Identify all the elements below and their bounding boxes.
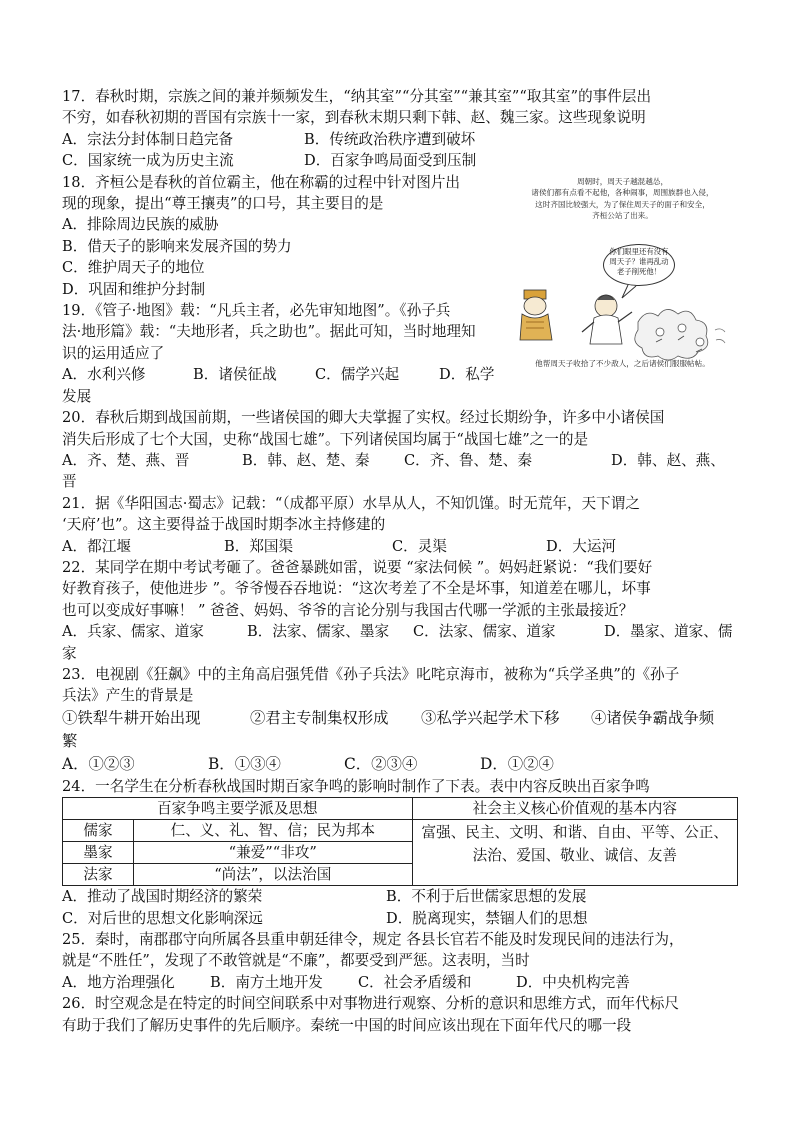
comic-caption-line: 诸侯们都有点看不起他，各种闹事，周围族群也入侵， — [531, 188, 714, 198]
table-cell-idea: 仁、义、礼、智、信；民为邦本 — [134, 820, 413, 842]
q23-option-a: A．①②③ — [62, 754, 135, 773]
question-21 — [62, 493, 738, 557]
q25-stem-line: 就是“不胜任”，发现了不敢管就是“不廉”，都要受到严惩。这表明，当时 — [62, 952, 530, 970]
table-cell-idea: “兼爱”“非攻” — [134, 842, 413, 864]
question-20 — [62, 407, 738, 493]
q19-stem-line: 19．《管子·地图》载：“凡兵主者，必先审知地图”。《孙子兵 — [62, 302, 451, 320]
q19-option-a: A．水利兴修 — [62, 366, 146, 384]
q21-option-d: D．大运河 — [546, 537, 617, 555]
q23-item-4-wrap: 繁 — [62, 731, 78, 750]
q22-stem-line: 好教育孩子，使他进步 ”。爷爷慢吞吞地说：“这次考差了不全是坏事，知道差在哪儿，坏事 — [62, 580, 651, 598]
q18-option-d: D．巩固和维护分封制 — [62, 280, 206, 298]
comic-caption-bottom: 他帮周天子收拾了不少敌人，之后诸侯们服服帖帖。 — [535, 358, 710, 368]
q23-item-1: ①铁犁牛耕开始出现 — [62, 708, 201, 727]
q24-option-a: A．推动了战国时期经济的繁荣 — [62, 888, 263, 906]
question-17 — [62, 86, 738, 172]
q18-option-a: A．排除周边民族的威胁 — [62, 216, 219, 234]
q22-option-a: A．兵家、儒家、道家 — [62, 623, 204, 641]
table-cell-idea: “尚法”，以法治国 — [134, 864, 413, 886]
q26-stem-line: 26．时空观念是在特定的时间空间联系中对事物进行观察、分析的意识和思维方式，而年代标尺 — [62, 995, 679, 1013]
table-row — [63, 820, 738, 842]
comic-caption-line: 齐桓公站了出来。 — [592, 211, 653, 221]
comic-caption-line: 这时齐国比较强大，为了保住周天子的面子和安全， — [535, 199, 710, 209]
q17-option-c: C．国家统一成为历史主流 — [62, 152, 234, 170]
q19-option-d: D．私学 — [439, 366, 495, 384]
q23-item-4: ④诸侯争霸战争频 — [591, 708, 715, 727]
q21-stem-line: 21．据《华阳国志·蜀志》记载：“（成都平原）水旱从人，不知饥馑。时无荒年，天下谓之 — [62, 494, 640, 512]
q21-option-c: C．灵渠 — [392, 537, 447, 555]
table-cell-school: 墨家 — [63, 842, 134, 864]
q20-option-c: C．齐、鲁、楚、秦 — [404, 451, 532, 469]
q17-option-a: A．宗法分封体制日趋完备 — [62, 130, 234, 148]
q19-stem-line: 识的运用适应了 — [62, 344, 165, 362]
q23-stem-line: 兵法》产生的背景是 — [62, 687, 194, 705]
q19-option-c: C．儒学兴起 — [315, 366, 400, 384]
q19-option-b: B．诸侯征战 — [193, 366, 277, 384]
q22-option-d-wrap: 家 — [62, 644, 77, 662]
q21-option-b: B．郑国渠 — [224, 537, 294, 555]
table-cell-school: 法家 — [63, 864, 134, 886]
q22-option-c: C．法家、儒家、道家 — [413, 623, 556, 641]
q17-option-d: D．百家争鸣局面受到压制 — [304, 152, 477, 170]
q20-option-d-wrap: 晋 — [62, 473, 77, 491]
q18-stem-line: 现的现象，提出“尊王攘夷”的口号，其主要目的是 — [62, 195, 384, 213]
q24-table — [62, 797, 738, 886]
q23-option-d: D．①②④ — [480, 754, 554, 773]
q20-stem-line: 20．春秋后期到战国前期，一些诸侯国的卿大夫掌握了实权。经过长期纷争，许多中小诸侯国 — [62, 409, 665, 427]
q24-option-d: D．脱离现实，禁锢人们的思想 — [386, 909, 588, 927]
q23-stem-line: 23．电视剧《狂飙》中的主角高启强凭借《孙子兵法》叱咤京海市，被称为“兵学圣典”的《孙子 — [62, 665, 680, 683]
comic-illustration — [510, 172, 735, 372]
question-26 — [62, 993, 738, 1036]
q23-option-c: C．②③④ — [344, 754, 418, 773]
values-line: 法治、爱国、敬业、诚信、友善 — [472, 847, 677, 865]
q22-option-d: D．墨家、道家、儒 — [604, 623, 733, 641]
q18-option-b: B．借天子的影响来发展齐国的势力 — [62, 237, 292, 255]
table-cell-school: 儒家 — [63, 820, 134, 842]
q17-stem-line: 不穷，如春秋初期的晋国有宗族十一家，到春秋末期只剩下韩、赵、魏三家。这些现象说明 — [62, 109, 646, 127]
bubble-line: 你们眼里还有没有 — [609, 246, 669, 256]
bubble-line: 周天子？谁再乱动 — [609, 256, 669, 266]
q25-option-a: A．地方治理强化 — [62, 973, 175, 991]
q20-option-d: D．韩、赵、燕、 — [611, 451, 725, 469]
q25-option-d: D．中央机构完善 — [516, 973, 630, 991]
q23-option-b: B．①③④ — [208, 754, 281, 773]
q25-stem-line: 25．秦时，南郡郡守向所属各县重申朝廷律令，规定 各县长官若不能及时发现民间的违法行为， — [62, 931, 684, 948]
q17-option-b: B．传统政治秩序遭到破坏 — [304, 130, 476, 148]
q25-option-b: B．南方土地开发 — [210, 973, 323, 991]
exam-page — [62, 86, 738, 1036]
table-cell-values — [412, 820, 737, 886]
question-23 — [62, 664, 738, 776]
q20-option-a: A．齐、楚、燕、晋 — [62, 451, 190, 469]
q17-stem-line: 17．春秋时期，宗族之间的兼并频频发生，“纳其室”“分其室”“兼其室”“取其室”的事件层出 — [62, 88, 652, 105]
q23-item-2: ②君主专制集权形成 — [250, 708, 389, 727]
q22-stem-line: 22．某同学在期中考试考砸了。爸爸暴跳如雷，说要 “家法伺候 ”。妈妈赶紧说：“我们要好 — [62, 558, 653, 576]
q23-item-3: ③私学兴起学术下移 — [421, 708, 560, 727]
table-head-left: 百家争鸣主要学派及思想 — [63, 798, 413, 820]
question-25 — [62, 929, 738, 993]
q24-option-b: B．不利于后世儒家思想的发展 — [386, 888, 587, 906]
q22-stem-line: 也可以变成好事嘛！ ” 爸爸、妈妈、爷爷的言论分别与我国古代哪一学派的主张最接近？ — [62, 601, 634, 619]
q18-stem-line: 18．齐桓公是春秋的首位霸主，他在称霸的过程中针对图片出 — [62, 173, 461, 191]
q26-stem-line: 有助于我们了解历史事件的先后顺序。秦统一中国的时间应该出现在下面年代尺的哪一段 — [62, 1016, 632, 1034]
question-22 — [62, 557, 738, 664]
table-head-right: 社会主义核心价值观的基本内容 — [412, 798, 737, 820]
q21-option-a: A．都江堰 — [62, 537, 131, 555]
q25-option-c: C．社会矛盾缓和 — [358, 973, 472, 991]
table-row — [63, 798, 738, 820]
q24-stem-line: 24．一名学生在分析春秋战国时期百家争鸣的影响时制作了下表。表中内容反映出百家争鸣 — [62, 777, 650, 795]
bubble-line: 老子削死他！ — [616, 266, 662, 276]
q19-option-d-wrap: 发展 — [62, 387, 92, 405]
comic-drawing-icon — [510, 172, 735, 372]
q22-option-b: B．法家、儒家、墨家 — [247, 623, 390, 641]
question-24 — [62, 776, 738, 929]
q19-stem-line: 法·地形篇》载：“夫地形者，兵之助也”。据此可知，当时地理知 — [62, 323, 476, 341]
question-18 — [62, 172, 738, 407]
q20-option-b: B．韩、赵、楚、秦 — [242, 451, 370, 469]
q21-stem-line: ‘天府’也”。这主要得益于战国时期李冰主持修建的 — [62, 516, 386, 534]
values-line: 富强、民主、文明、和谐、自由、平等、公正、 — [421, 824, 728, 842]
q18-option-c: C．维护周天子的地位 — [62, 259, 205, 277]
q24-option-c: C．对后世的思想文化影响深远 — [62, 909, 263, 927]
comic-caption-line: 周朝时，周天子越混越怂， — [576, 176, 669, 186]
q20-stem-line: 消失后形成了七个大国，史称“战国七雄”。下列诸侯国均属于“战国七雄”之一的是 — [62, 430, 589, 448]
